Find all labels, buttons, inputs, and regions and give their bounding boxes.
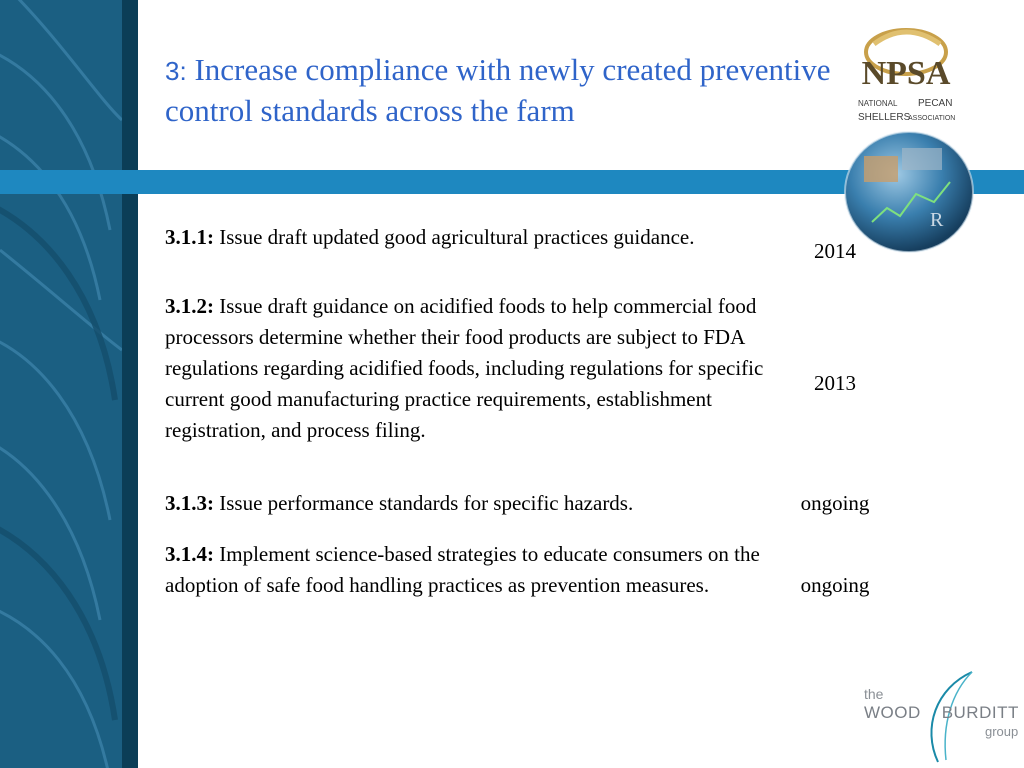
npsa-shellers: SHELLERS: [858, 112, 911, 123]
item-text: Issue draft updated good agricultural practices guidance.: [219, 225, 695, 249]
npsa-national: NATIONAL: [858, 99, 898, 108]
item-row: [165, 488, 780, 519]
footer-logo-the: the: [864, 686, 884, 702]
npsa-pecan: PECAN: [918, 98, 953, 109]
item-row: [165, 222, 780, 253]
item-row: [165, 539, 780, 601]
item-date: ongoing: [800, 573, 870, 597]
item-id: 3.1.4:: [165, 542, 214, 566]
item-text: Issue performance standards for specific hazards.: [219, 491, 634, 515]
item-text: Implement science-based strategies to educate consumers on the adoption of safe food handling practices as prevention measures.: [165, 542, 760, 597]
item-id: 3.1.1:: [165, 225, 214, 249]
dark-vertical-strip: [122, 0, 138, 768]
page-title: [165, 50, 865, 131]
item-id: 3.1.2:: [165, 294, 214, 318]
npsa-logo: [856, 22, 960, 128]
left-decorative-panel: [0, 0, 122, 768]
footer-logo-name: [864, 703, 1019, 723]
item-id: 3.1.3:: [165, 491, 214, 515]
item-date: 2014: [814, 239, 856, 263]
item-date: ongoing: [800, 491, 870, 515]
title-text: Increase compliance with newly created preventive control standards across the farm: [165, 52, 831, 128]
npsa-association: ASSOCIATION: [908, 115, 956, 122]
npsa-letters: NPSA: [861, 55, 951, 92]
item-row: [165, 291, 780, 446]
footer-logo-burditt: BURDITT: [941, 703, 1019, 722]
swirl-pattern: [0, 0, 122, 768]
title-number: 3:: [165, 56, 187, 86]
footer-logo-group: group: [985, 724, 1019, 739]
footer-logo-wood: WOOD: [864, 703, 921, 722]
item-text: Issue draft guidance on acidified foods to help commercial food processors determine whether their food products are subject to FDA regulations regarding acidified foods, including regulations for specific current good manufacturing practice requirements, establishment registration, and process filing.: [165, 294, 764, 442]
svg-text:R: R: [930, 209, 944, 231]
globe-collage-image: [842, 130, 976, 254]
item-date: 2013: [814, 371, 856, 395]
